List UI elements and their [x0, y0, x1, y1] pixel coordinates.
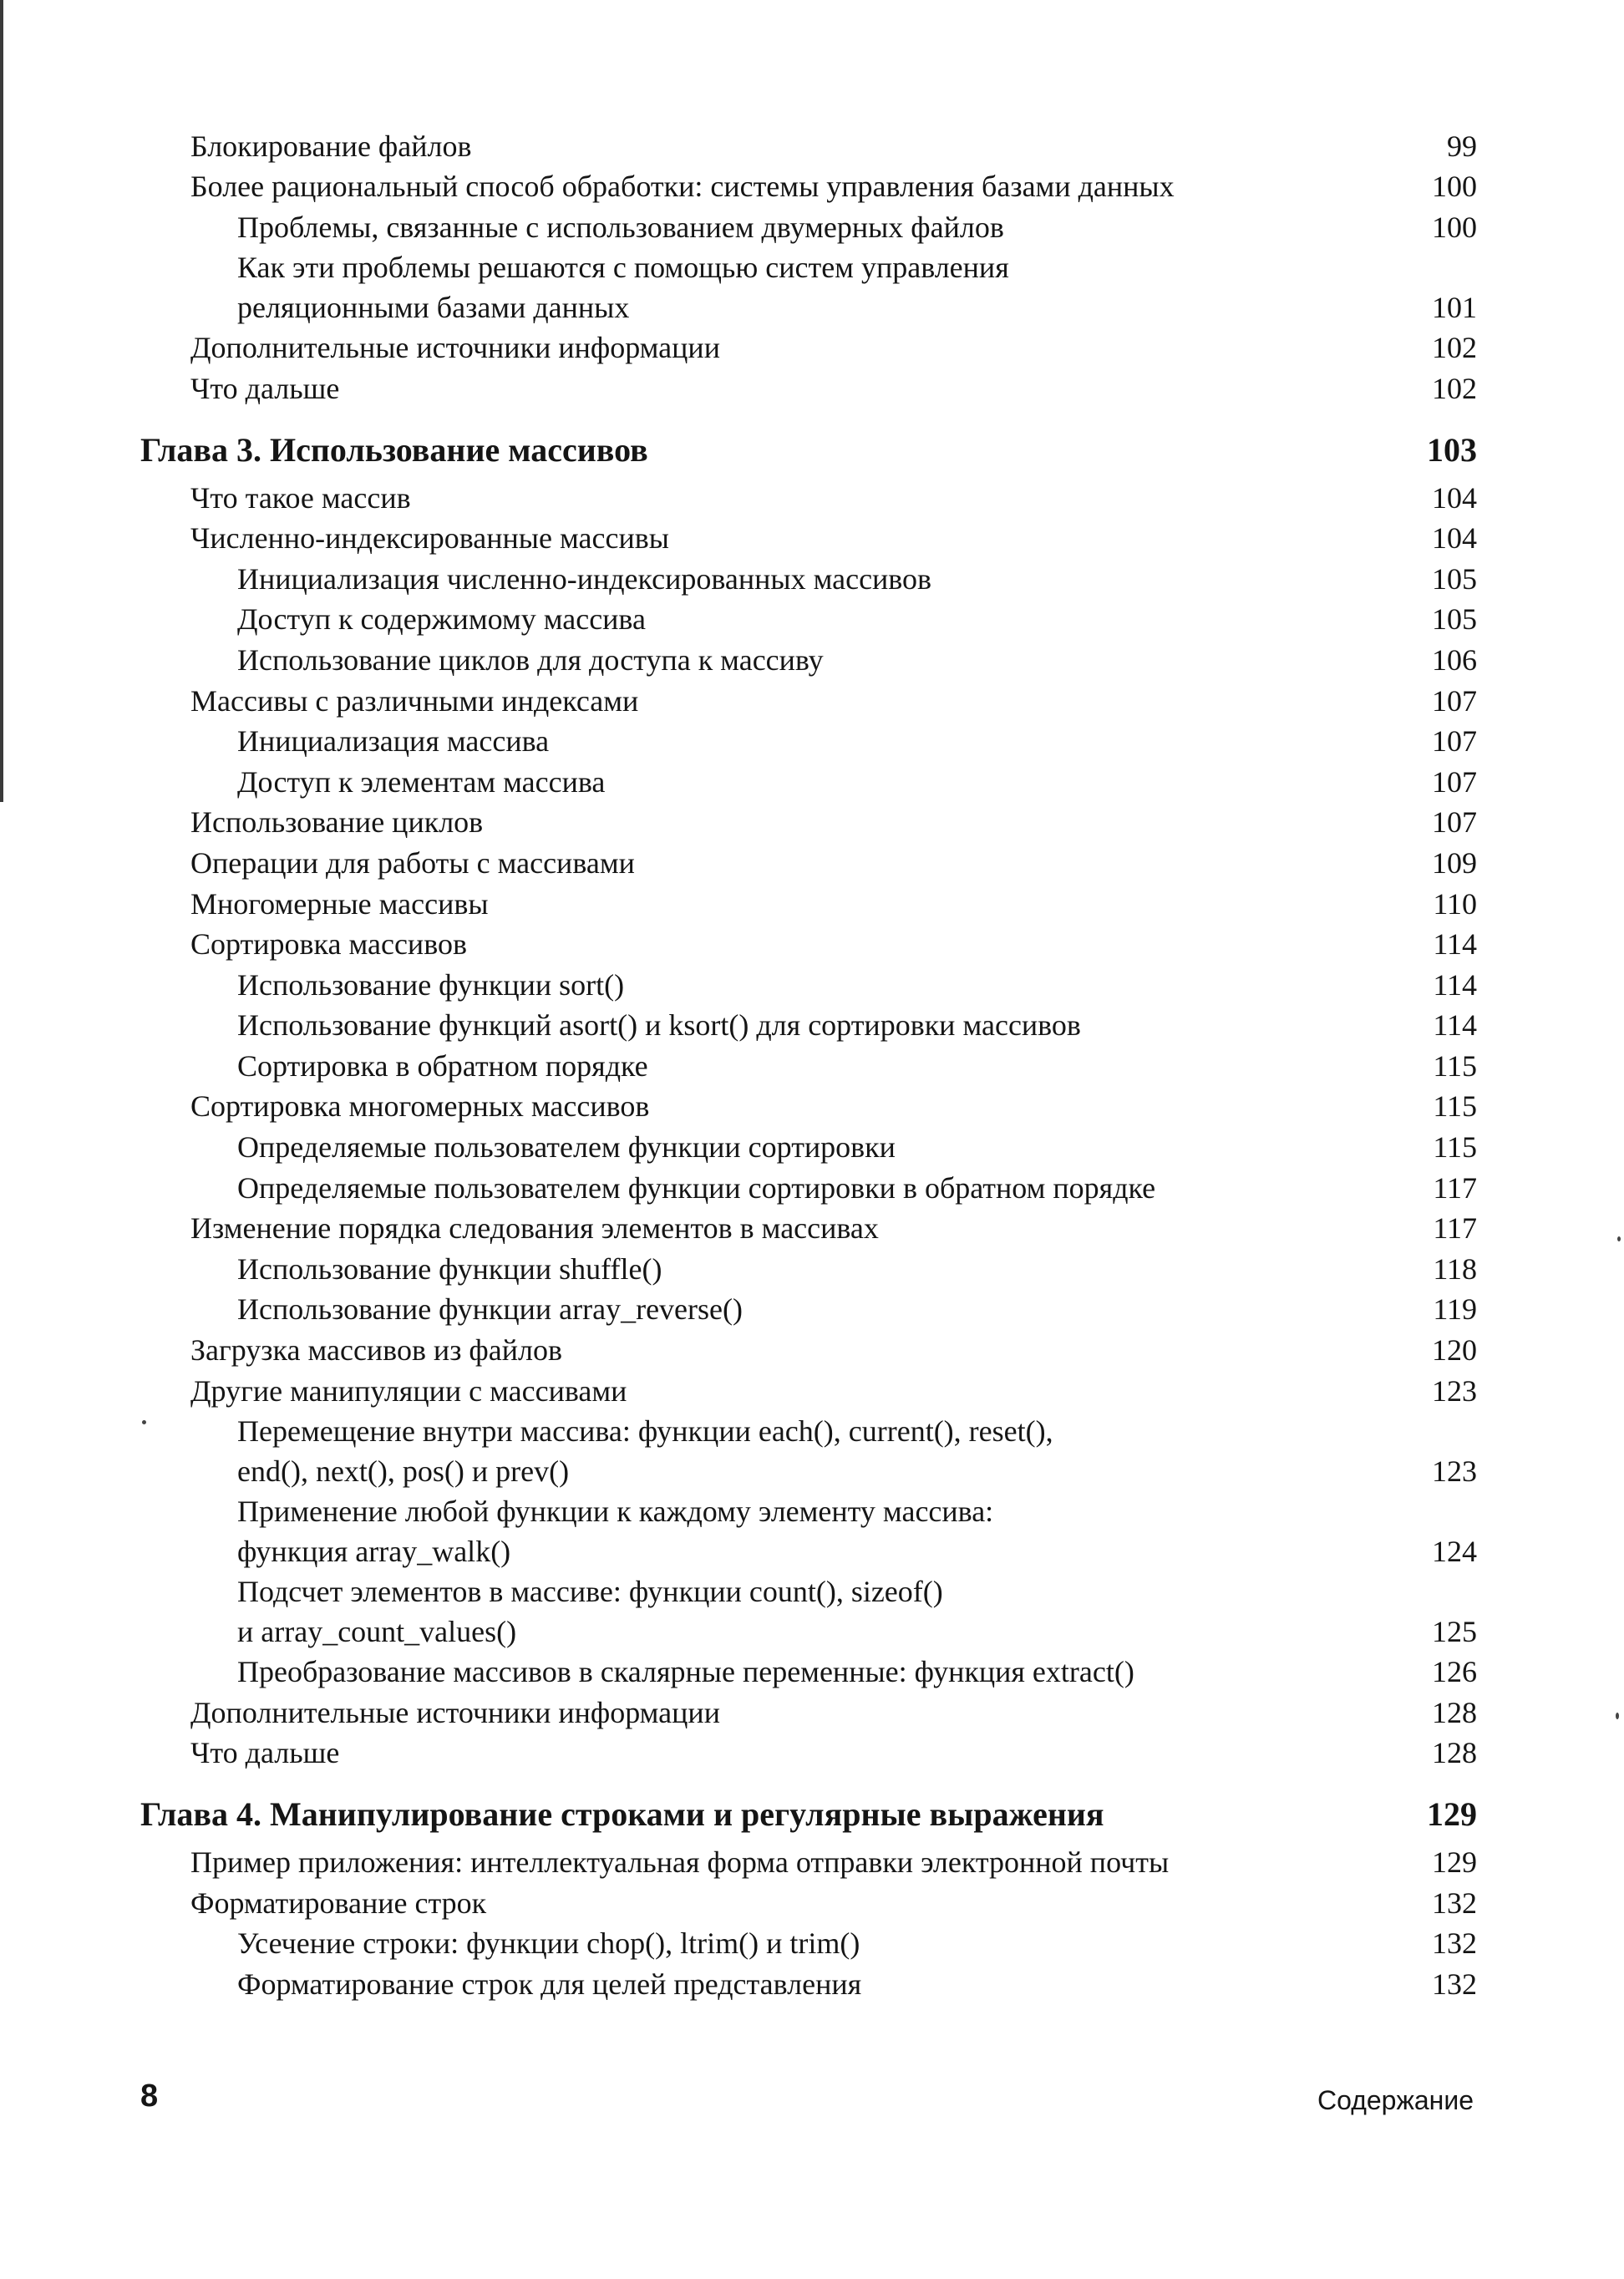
- toc-entry-page: 105: [1432, 561, 1477, 596]
- toc-entry-page: 115: [1433, 1130, 1477, 1165]
- toc-entry-title: Загрузка массивов из файлов: [190, 1333, 562, 1368]
- toc-entry: [140, 599, 1477, 640]
- toc-entry: [140, 802, 1477, 843]
- toc-entry: [140, 1571, 1477, 1652]
- toc-entry: [140, 761, 1477, 802]
- toc-entry-title: Использование функции array_reverse(): [237, 1292, 743, 1327]
- toc-entry-page: 102: [1432, 371, 1477, 405]
- chapter-title: Глава 4. Манипулирование строками и регулярные выражения: [140, 1795, 1104, 1834]
- chapter-heading: [140, 1791, 1477, 1838]
- scan-speck: [1617, 1236, 1621, 1241]
- toc-entry: [140, 1733, 1477, 1774]
- toc-entry: [140, 1208, 1477, 1249]
- toc-entry-title: Более рациональный способ обработки: системы управления базами данных: [190, 170, 1175, 204]
- scan-edge-shadow: [0, 0, 3, 802]
- chapter-heading: [140, 427, 1477, 474]
- toc-entry: [140, 327, 1477, 368]
- chapter-title: Глава 3. Использование массивов: [140, 430, 648, 469]
- toc-entry-page: 126: [1432, 1655, 1477, 1689]
- toc-entry-title: Форматирование строк для целей представления: [237, 1967, 862, 2001]
- toc-entry-page: 115: [1433, 1089, 1477, 1124]
- toc-entry: [140, 1841, 1477, 1882]
- toc-entry-title: Что такое массив: [190, 480, 411, 515]
- footer-page-number: 8: [140, 2079, 159, 2114]
- toc-entry-title: Усечение строки: функции chop(), ltrim() и trim(): [237, 1926, 860, 1961]
- toc-entry-page: 117: [1433, 1211, 1477, 1246]
- toc-entry-page: 100: [1432, 170, 1477, 204]
- toc-entry-title: Что дальше: [190, 371, 340, 405]
- toc-entry-title: Использование циклов: [190, 805, 484, 840]
- toc-entry-page: 104: [1432, 480, 1477, 515]
- toc-entry: [140, 166, 1477, 207]
- toc-entry-page: 105: [1432, 602, 1477, 637]
- toc-entry: [140, 680, 1477, 721]
- toc-entry-title: Сортировка многомерных массивов: [190, 1089, 650, 1124]
- toc-entry: [140, 883, 1477, 924]
- toc-entry-page: 107: [1432, 724, 1477, 759]
- toc-entry-page: 114: [1433, 967, 1477, 1002]
- toc-entry-page: 129: [1432, 1845, 1477, 1879]
- toc-entry-title: Инициализация численно-индексированных массивов: [237, 561, 932, 596]
- toc-entry-page: 99: [1447, 129, 1477, 163]
- toc-entry: [140, 639, 1477, 680]
- toc-entry: [140, 1411, 1477, 1491]
- toc-entry-title: Блокирование файлов: [190, 129, 472, 163]
- chapter-page: 103: [1427, 430, 1477, 469]
- toc-entry: [140, 1167, 1477, 1208]
- toc-entry-page: 132: [1432, 1926, 1477, 1961]
- toc-entry-title: Использование функций asort() и ksort() для сортировки массивов: [237, 1008, 1081, 1043]
- toc-entry-title: Проблемы, связанные с использованием двумерных файлов: [237, 210, 1004, 244]
- toc-entry-title: Дополнительные источники информации: [190, 1695, 720, 1729]
- toc-entry: [140, 1923, 1477, 1964]
- toc-entry-page: 114: [1433, 927, 1477, 962]
- toc-entry-title: Доступ к содержимому массива: [237, 602, 646, 637]
- toc-entry-title: Определяемые пользователем функции сортировки в обратном порядке: [237, 1170, 1156, 1205]
- toc-entry-title: Форматирование строк: [190, 1886, 487, 1920]
- toc-entry-page: 110: [1433, 886, 1477, 921]
- toc-entry-page: 120: [1432, 1333, 1477, 1368]
- toc-entry-title: Другие манипуляции с массивами: [190, 1373, 627, 1408]
- toc-entry-page: 125: [1432, 1614, 1477, 1648]
- toc-entry: [140, 924, 1477, 965]
- toc-entry-title: Инициализация массива: [237, 724, 550, 759]
- toc-entry-page: 102: [1432, 331, 1477, 365]
- toc-entry: [140, 1086, 1477, 1127]
- toc-entry-page: 132: [1432, 1886, 1477, 1920]
- toc-entry: [140, 1248, 1477, 1289]
- scan-speck: [142, 1420, 146, 1424]
- toc-entry: [140, 842, 1477, 883]
- toc-entry-page: 117: [1433, 1170, 1477, 1205]
- toc-entry-page: 124: [1432, 1534, 1477, 1568]
- toc-entry-title: Преобразование массивов в скалярные переменные: функция extract(): [237, 1655, 1134, 1689]
- toc-entry: [140, 206, 1477, 247]
- toc-entry-title: Использование функции shuffle(): [237, 1251, 662, 1286]
- toc-entry: [140, 1289, 1477, 1330]
- toc-entry: [140, 247, 1477, 327]
- toc-entry-title: Дополнительные источники информации: [190, 331, 720, 365]
- toc-entry: [140, 1963, 1477, 2004]
- toc-entry-page: 100: [1432, 210, 1477, 244]
- toc-entry-page: 107: [1432, 683, 1477, 718]
- toc-entry: [140, 1126, 1477, 1167]
- toc-entry-page: 109: [1432, 845, 1477, 880]
- toc-entry-page: 101: [1432, 290, 1477, 324]
- toc-entry-title: Доступ к элементам массива: [237, 764, 606, 799]
- toc-entry: [140, 1045, 1477, 1086]
- toc-entry: [140, 1005, 1477, 1046]
- toc-entry: [140, 1692, 1477, 1733]
- toc-entry-page: 119: [1433, 1292, 1477, 1327]
- chapter-page: 129: [1427, 1795, 1477, 1834]
- toc-entry-page: 128: [1432, 1736, 1477, 1770]
- toc-entry: [140, 1329, 1477, 1370]
- toc-entry-page: 107: [1432, 805, 1477, 840]
- toc-entry-title: Подсчет элементов в массиве: функции count(), sizeof() и array_count_values(): [237, 1574, 943, 1648]
- toc-entry: [140, 558, 1477, 599]
- toc-entry: [140, 125, 1477, 166]
- toc-entry: [140, 518, 1477, 559]
- toc-entry: [140, 1491, 1477, 1571]
- toc-entry-page: 107: [1432, 764, 1477, 799]
- toc-entry-page: 123: [1432, 1454, 1477, 1488]
- toc-entry-page: 118: [1433, 1251, 1477, 1286]
- toc-entry-title: Применение любой функции к каждому элементу массива: функция array_walk(): [237, 1494, 994, 1568]
- toc-entry-page: 115: [1433, 1048, 1477, 1083]
- table-of-contents: [140, 125, 1477, 2004]
- toc-entry-page: 128: [1432, 1695, 1477, 1729]
- toc-entry-title: Определяемые пользователем функции сортировки: [237, 1130, 896, 1165]
- toc-entry-title: Многомерные массивы: [190, 886, 489, 921]
- toc-entry-page: 114: [1433, 1008, 1477, 1043]
- toc-entry: [140, 1370, 1477, 1411]
- toc-entry: [140, 964, 1477, 1005]
- toc-entry-title: Численно-индексированные массивы: [190, 521, 669, 556]
- toc-entry: [140, 1652, 1477, 1693]
- toc-entry-page: 104: [1432, 521, 1477, 556]
- toc-entry-title: Перемещение внутри массива: функции each(), current(), reset(), end(), next(), pos() и prev(): [237, 1414, 1053, 1488]
- toc-entry-page: 132: [1432, 1967, 1477, 2001]
- toc-entry-title: Использование функции sort(): [237, 967, 625, 1002]
- toc-entry: [140, 477, 1477, 518]
- toc-entry-title: Массивы с различными индексами: [190, 683, 639, 718]
- toc-entry-title: Сортировка массивов: [190, 927, 467, 962]
- toc-entry-title: Сортировка в обратном порядке: [237, 1048, 648, 1083]
- footer-section-title: Содержание: [1317, 2085, 1474, 2115]
- toc-entry-title: Операции для работы с массивами: [190, 845, 635, 880]
- toc-entry-title: Изменение порядка следования элементов в массивах: [190, 1211, 879, 1246]
- toc-entry: [140, 368, 1477, 409]
- toc-entry: [140, 721, 1477, 762]
- toc-entry: [140, 1882, 1477, 1923]
- toc-entry-title: Пример приложения: интеллектуальная форма отправки электронной почты: [190, 1845, 1170, 1879]
- toc-entry-title: Использование циклов для доступа к массиву: [237, 642, 824, 677]
- scan-speck: [1616, 1713, 1619, 1719]
- toc-entry-page: 106: [1432, 642, 1477, 677]
- toc-entry-page: 123: [1432, 1373, 1477, 1408]
- toc-entry-title: Что дальше: [190, 1736, 340, 1770]
- toc-entry-title: Как эти проблемы решаются с помощью систем управления реляционными базами данных: [237, 250, 1009, 324]
